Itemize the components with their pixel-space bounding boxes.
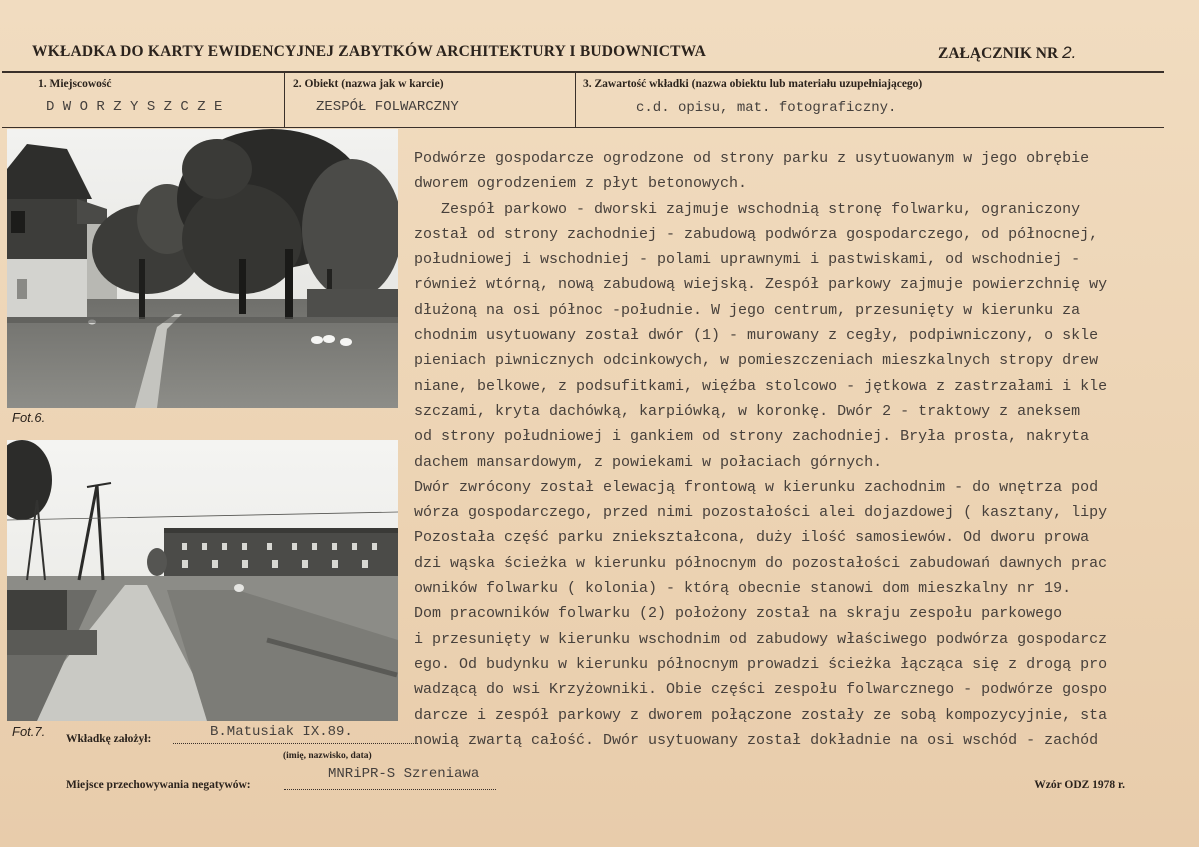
- text-line: pieniach piwnicznych odcinkowych, w pomieszczeniach mieszkalnych stropy drew: [414, 352, 1099, 370]
- photo1-caption: Fot.6.: [12, 410, 46, 425]
- divider-1: [284, 72, 285, 127]
- photo2-caption: Fot.7.: [12, 724, 46, 739]
- text-line: Zespół parkowo - dworski zajmuje wschodnią stronę folwarku, ograniczony: [414, 200, 1081, 218]
- text-line: szczami, kryta dachówką, karpiówką, w koronkę. Dwór 2 - traktowy z aneksem: [414, 402, 1081, 420]
- farm-road-image: [7, 440, 398, 721]
- locality-value: D W O R Z Y S Z C Z E: [46, 99, 223, 115]
- description-text: [414, 146, 1186, 753]
- header-rule-top: [2, 71, 1164, 73]
- form-pattern: Wzór ODZ 1978 r.: [1034, 779, 1125, 791]
- text-line: niane, belkowe, z podsufitkami, więźba stolcowo - jętkowa z zastrzałami i kle: [414, 377, 1108, 395]
- divider-2: [575, 72, 576, 127]
- negatives-dotline: [284, 789, 496, 790]
- annex-number: [938, 43, 1076, 63]
- text-line: południowej i wschodniej - polami uprawnymi i pastwiskami, od wschodniej -: [414, 251, 1081, 269]
- text-line: dachem mansardowym, z powiekami w połaciach górnych.: [414, 453, 883, 471]
- locality-label: 1. Miejscowość: [38, 78, 112, 90]
- photo-manor-garden: [7, 129, 398, 408]
- object-label: 2. Obiekt (nazwa jak w karcie): [293, 78, 444, 90]
- text-line: i przesunięty w kierunku wschodnim od zabudowy właściwego podwórza gospodarcz: [414, 630, 1108, 648]
- negatives-value: MNRiPR-S Szreniawa: [328, 766, 480, 782]
- text-line: został od strony zachodniej - zabudową podwórza gospodarczego, od północnej,: [414, 225, 1099, 243]
- text-line: nowią zwartą całość. Dwór usytuowany został dokładnie na osi wschód - zachód: [414, 731, 1099, 749]
- text-line: dłużoną na osi północ -południe. W jego centrum, przesunięty w kierunku za: [414, 301, 1081, 319]
- text-line: wórza gospodarczego, przed nimi pozostałości alei dojazdowej ( kasztany, lipy: [414, 504, 1108, 522]
- text-line: dzi wąska ścieżka w kierunku północnym do pozostałości zabudowań dawnych prac: [414, 554, 1108, 572]
- text-line: wadzącą do wsi Krzyżowniki. Obie części zespołu folwarcznego - podwórze gospo: [414, 681, 1108, 699]
- content-label: 3. Zawartość wkładki (nazwa obiektu lub materiału uzupełniającego): [583, 78, 923, 90]
- text-line: dworem ogrodzeniem z płyt betonowych.: [414, 175, 748, 193]
- author-sub: (imię, nazwisko, data): [283, 751, 372, 761]
- text-line: Podwórze gospodarcze ogrodzone od strony parku z usytuowanym w jego obrębie: [414, 150, 1090, 167]
- photo-farm-road: [7, 440, 398, 721]
- text-line: owników folwarku ( kolonia) - którą obecnie stanowi dom mieszkalny nr 19.: [414, 580, 1072, 598]
- text-line: chodnim usytuowany został dwór (1) - murowany z cegły, podpiwniczony, o skle: [414, 327, 1099, 345]
- text-line: Pozostała część parku zniekształcona, duży ilość samosiewów. Od dworu prowa: [414, 529, 1090, 547]
- content-value: c.d. opisu, mat. fotograficzny.: [636, 100, 897, 116]
- author-dotline: [173, 743, 418, 744]
- manor-garden-image: [7, 129, 398, 408]
- card-title: WKŁADKA DO KARTY EWIDENCYJNEJ ZABYTKÓW ARCHITEKTURY I BUDOWNICTWA: [32, 43, 707, 60]
- author-label: Wkładkę założył:: [66, 733, 152, 745]
- object-value: ZESPÓŁ FOLWARCZNY: [316, 99, 459, 115]
- author-value: B.Matusiak IX.89.: [210, 724, 353, 740]
- header-rule-bottom: [2, 127, 1164, 128]
- text-line: Dwór zwrócony został elewacją frontową w kierunku zachodnim - do wnętrza pod: [414, 478, 1099, 496]
- annex-value: 2.: [1062, 43, 1077, 62]
- negatives-label: Miejsce przechowywania negatywów:: [66, 779, 251, 791]
- text-line: również wtórną, nową zabudową wiejską. Zespół parkowy zajmuje powierzchnię wy: [414, 276, 1108, 294]
- text-line: ego. Od budynku w kierunku północnym prowadzi ścieżka łącząca się z drogą pro: [414, 655, 1108, 673]
- text-line: darcze i zespół parkowy z dworem połączone zostały ze sobą kompozycyjnie, sta: [414, 706, 1108, 724]
- text-line: od strony południowej i gankiem od strony zachodniej. Bryła prosta, nakryta: [414, 428, 1090, 446]
- annex-label: ZAŁĄCZNIK NR: [938, 45, 1059, 62]
- text-line: Dom pracowników folwarku (2) położony został na skraju zespołu parkowego: [414, 605, 1063, 623]
